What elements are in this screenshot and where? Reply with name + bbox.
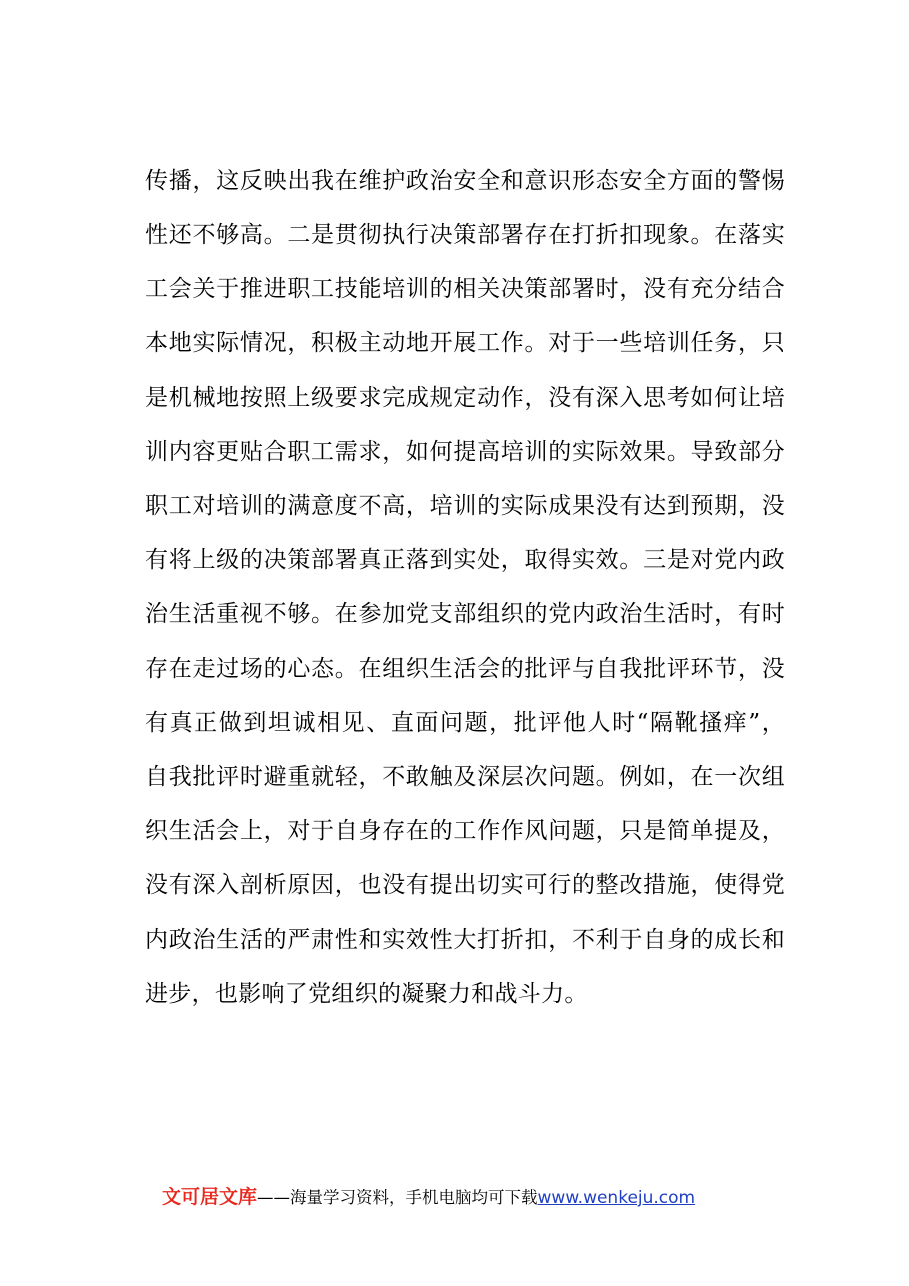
footer-banner	[162, 1184, 782, 1210]
text-line: 职工对培训的满意度不高，培训的实际成果没有达到预期，没	[145, 493, 785, 519]
text-line: 内政治生活的严肃性和实效性大打折扣，不利于自身的成长和	[145, 927, 785, 953]
text-line: 治生活重视不够。在参加党支部组织的党内政治生活时，有时	[145, 601, 785, 627]
text-line: 本地实际情况，积极主动地开展工作。对于一些培训任务，只	[145, 330, 785, 356]
text-line: 是机械地按照上级要求完成规定动作，没有深入思考如何让培	[145, 385, 785, 411]
footer-brand: 文可居文库	[162, 1186, 258, 1208]
text-line: 性还不够高。二是贯彻执行决策部署存在打折扣现象。在落实	[145, 222, 785, 248]
text-line: 织生活会上，对于自身存在的工作作风问题，只是简单提及，	[145, 818, 785, 844]
text-line: 有将上级的决策部署真正落到实处，取得实效。三是对党内政	[145, 547, 785, 573]
text-line-last: 进步，也影响了党组织的凝聚力和战斗力。	[145, 981, 588, 1007]
footer-tagline: ——海量学习资料，手机电脑均可下载	[257, 1188, 538, 1207]
text-line: 自我批评时避重就轻，不敢触及深层次问题。例如，在一次组	[145, 764, 785, 790]
text-line: 存在走过场的心态。在组织生活会的批评与自我批评环节，没	[145, 656, 785, 682]
text-line: 传播，这反映出我在维护政治安全和意识形态安全方面的警惕	[145, 168, 785, 194]
text-line: 没有深入剖析原因，也没有提出切实可行的整改措施，使得党	[145, 872, 785, 898]
text-line: 有真正做到坦诚相见、直面问题，批评他人时“隔靴搔痒”，	[145, 710, 785, 736]
text-line: 工会关于推进职工技能培训的相关决策部署时，没有充分结合	[145, 276, 785, 302]
footer-website-link[interactable]: www.wenkeju.com	[537, 1188, 696, 1208]
text-line: 训内容更贴合职工需求，如何提高培训的实际效果。导致部分	[145, 439, 785, 465]
